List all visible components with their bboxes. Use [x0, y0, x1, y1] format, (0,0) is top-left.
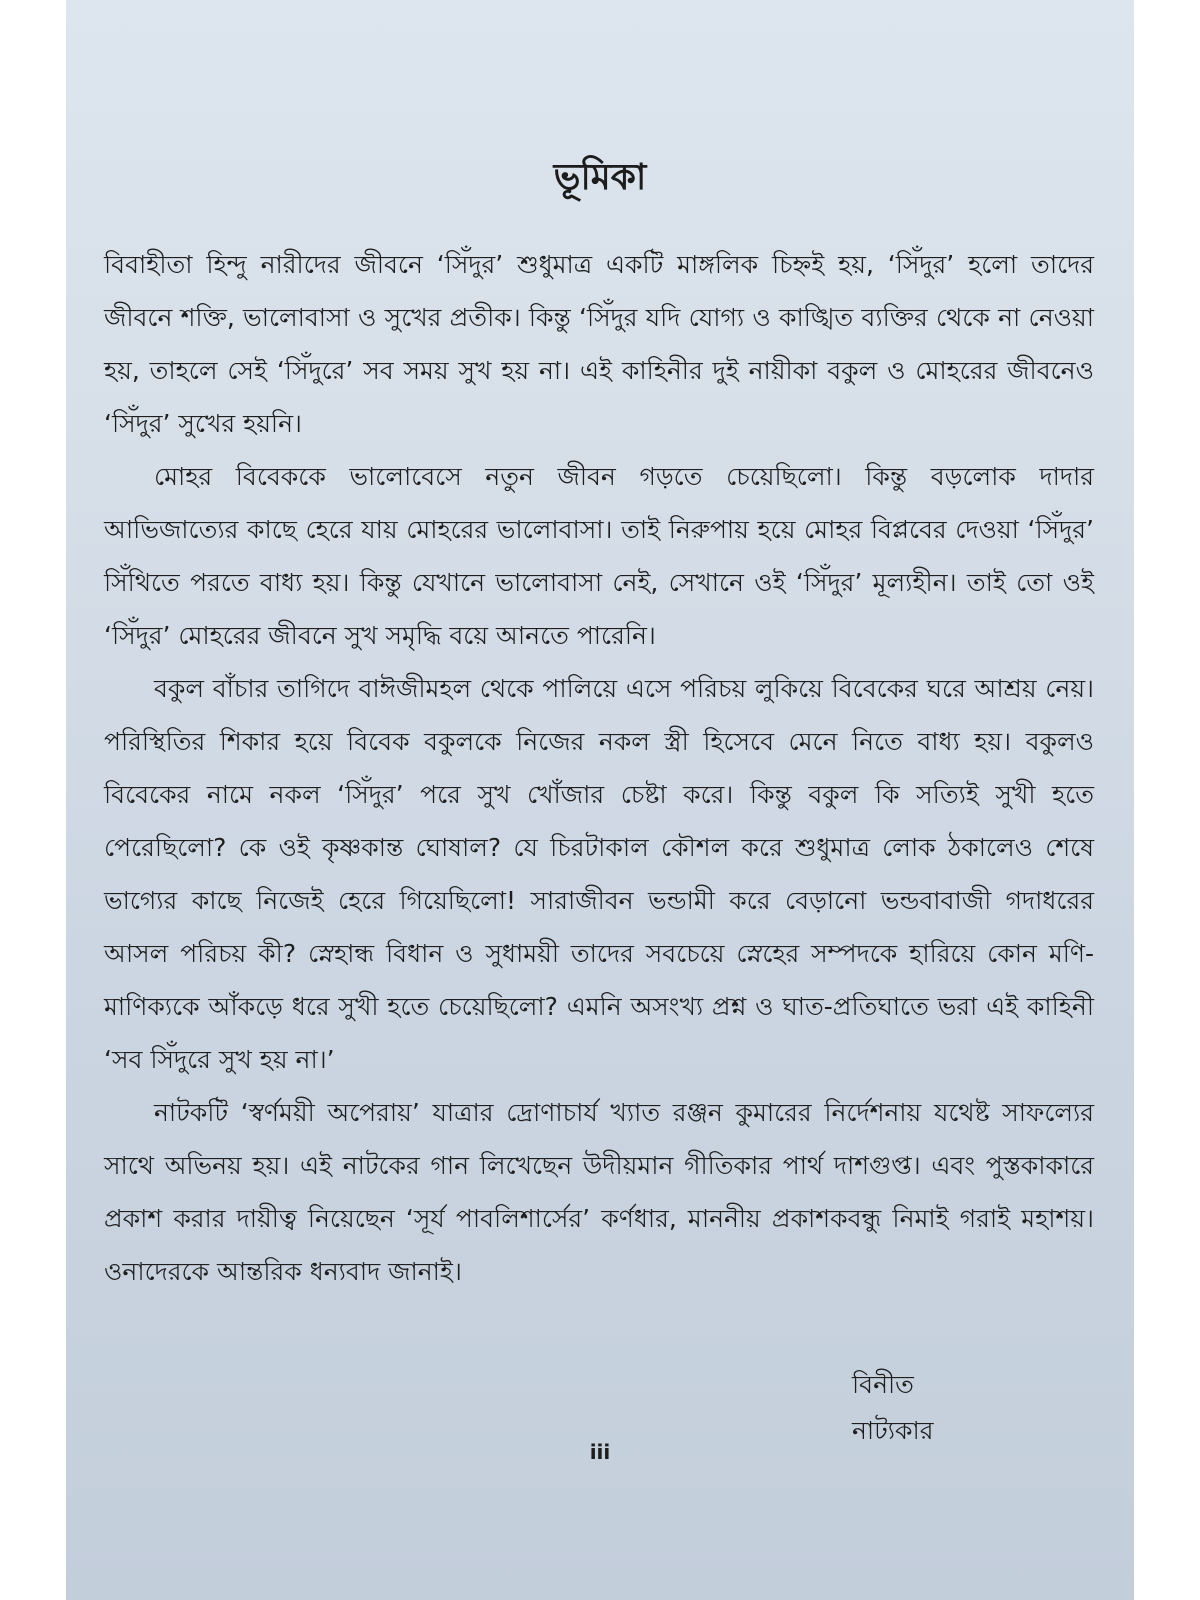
signature-line-2: নাট্যকার: [852, 1416, 934, 1445]
preface-body: [104, 238, 1094, 1298]
paragraph-4: নাটকটি ‘স্বর্ণময়ী অপেরায়’ যাত্রার দ্রোণাচার্য খ্যাত রঞ্জন কুমারের নির্দেশনায় যথেষ্ট সাফল্যের সাথে অভিনয় হয়। এই নাটকের গান লিখেছেন উদীয়মান গীতিকার পার্থ দাশগুপ্ত। এবং পুস্তকাকারে প্রকাশ করার দায়ীত্ব নিয়েছেন ‘সূর্য পাবলিশার্সের’ কর্ণধার, মাননীয় প্রকাশকবন্ধু নিমাই গরাই মহাশয়। ওনাদেরকে আন্তরিক ধন্যবাদ জানাই।: [104, 1098, 1094, 1286]
book-page: [66, 0, 1134, 1600]
paragraph-2: মোহর বিবেককে ভালোবেসে নতুন জীবন গড়তে চেয়েছিলো। কিন্তু বড়লোক দাদার আভিজাত্যের কাছে হেরে যায় মোহরের ভালোবাসা। তাই নিরুপায় হয়ে মোহর বিপ্লবের দেওয়া ‘সিঁদুর’ সিঁথিতে পরতে বাধ্য হয়। কিন্তু যেখানে ভালোবাসা নেই, সেখানে ওই ‘সিঁদুর’ মূল্যহীন। তাই তো ওই ‘সিঁদুর’ মোহরের জীবনে সুখ সমৃদ্ধি বয়ে আনতে পারেনি।: [104, 462, 1094, 650]
signature-line-1: বিনীত: [852, 1370, 914, 1399]
paragraph-1: বিবাহীতা হিন্দু নারীদের জীবনে ‘সিঁদুর’ শুধুমাত্র একটি মাঙ্গলিক চিহ্নই হয়, ‘সিঁদুর’ হলো তাদের জীবনে শক্তি, ভালোবাসা ও সুখের প্রতীক। কিন্তু ‘সিঁদুর যদি যোগ্য ও কাঙ্খিত ব্যক্তির থেকে না নেওয়া হয়, তাহলে সেই ‘সিঁদুরে’ সব সময় সুখ হয় না। এই কাহিনীর দুই নায়ীকা বকুল ও মোহরের জীবনেও ‘সিঁদুর’ সুখের হয়নি।: [104, 250, 1094, 438]
page-title: ভূমিকা: [553, 157, 647, 198]
paragraph-3: বকুল বাঁচার তাগিদে বাঈজীমহল থেকে পালিয়ে এসে পরিচয় লুকিয়ে বিবেকের ঘরে আশ্রয় নেয়। পরিস্থিতির শিকার হয়ে বিবেক বকুলকে নিজের নকল স্ত্রী হিসেবে মেনে নিতে বাধ্য হয়। বকুলও বিবেকের নামে নকল ‘সিঁদুর’ পরে সুখ খোঁজার চেষ্টা করে। কিন্তু বকুল কি সত্যিই সুখী হতে পেরেছিলো? কে ওই কৃষ্ণকান্ত ঘোষাল? যে চিরটাকাল কৌশল করে শুধুমাত্র লোক ঠকালেও শেষে ভাগ্যের কাছে নিজেই হেরে গিয়েছিলো! সারাজীবন ভন্ডামী করে বেড়ানো ভন্ডবাবাজী গদাধরের আসল পরিচয় কী? স্নেহান্ধ বিধান ও সুধাময়ী তাদের সবচেয়ে স্নেহের সম্পদকে হারিয়ে কোন মণি-মাণিক্যকে আঁকড়ে ধরে সুখী হতে চেয়েছিলো? এমনি অসংখ্য প্রশ্ন ও ঘাত-প্রতিঘাতে ভরা এই কাহিনী ‘সব সিঁদুরে সুখ হয় না।’: [104, 674, 1094, 1074]
page-number: iii: [589, 1440, 611, 1464]
